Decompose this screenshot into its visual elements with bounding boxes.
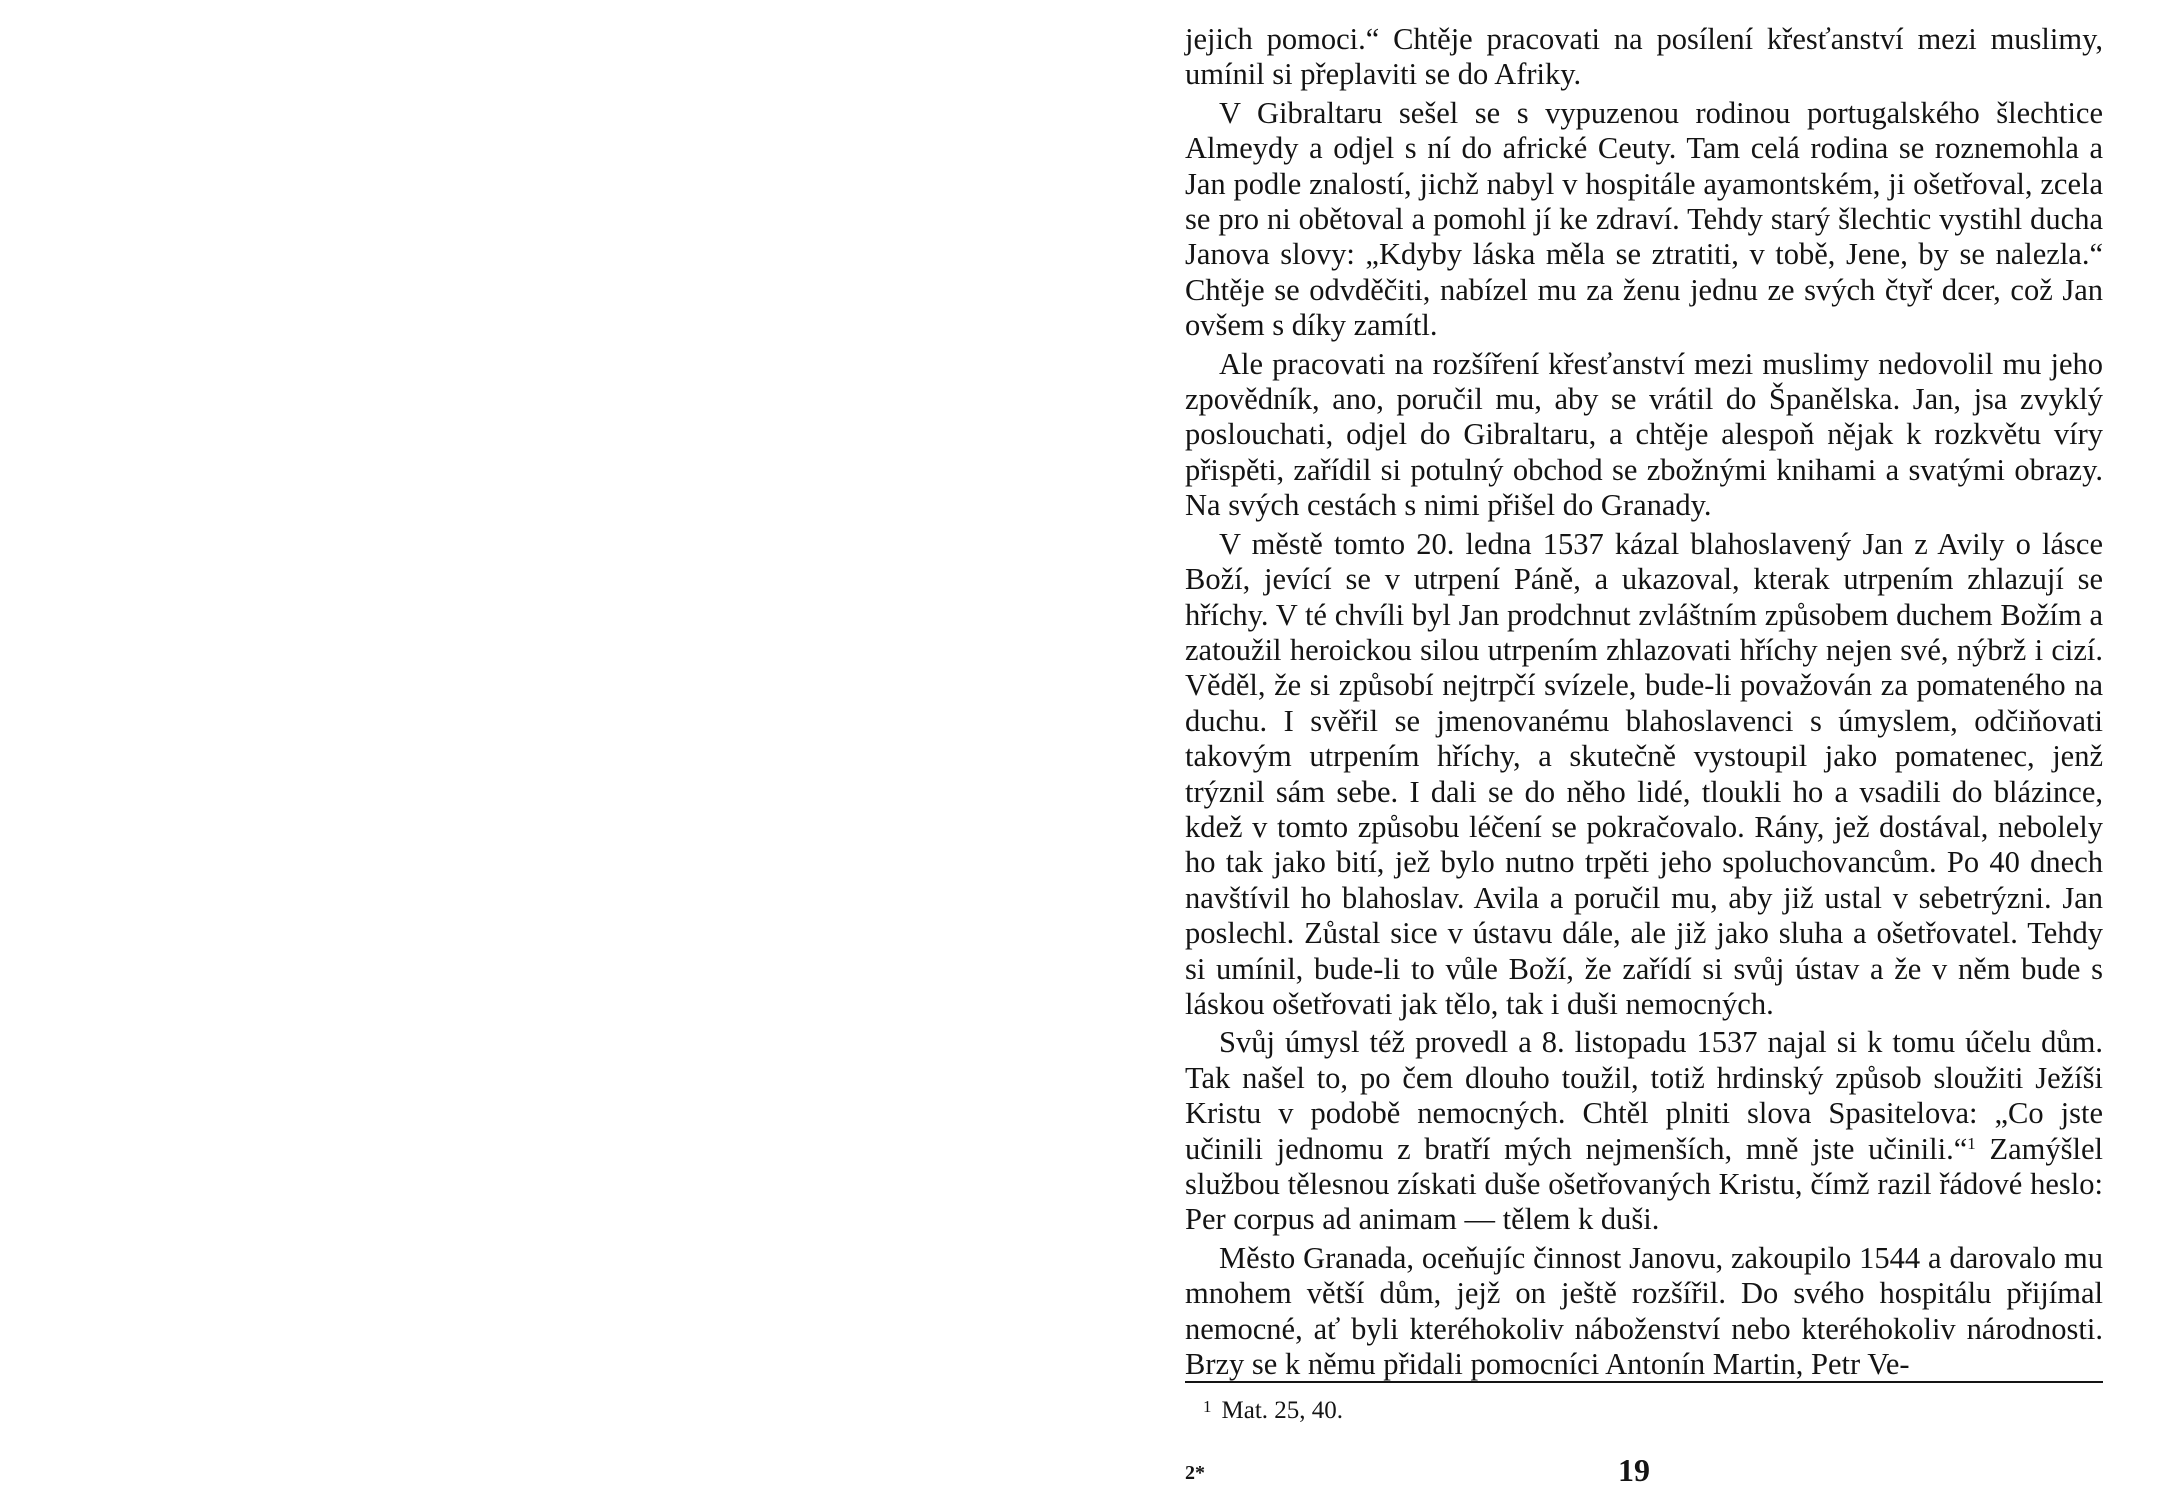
body-text — [1185, 22, 2103, 1382]
footnote — [1203, 1397, 1343, 1425]
paragraph: V městě tomto 20. ledna 1537 kázal blahoslavený Jan z Avily o lásce Boží, jevící se v utrpení Páně, a ukazoval, kterak utrpením zhlazují se hříchy. V té chvíli byl Jan prodchnut zvláštním způsobem duchem Božím a zatoužil heroickou silou utrpením zhlazovati hříchy nejen své, nýbrž i cizí. Věděl, že si způsobí nejtrpčí svízele, bude-li považován za pomateného na duchu. I svěřil se jmenovanému blahoslavenci s úmyslem, odčiňovati takovým utrpením hříchy, a skutečně vystoupil jako pomatenec, jenž trýznil sám sebe. I dali se do něho lidé, tloukli ho a vsadili do blázince, kdež v tomto způsobu léčení se pokračovalo. Rány, jež dostával, nebolely ho tak jako bití, jež bylo nutno trpěti jeho spoluchovancům. Po 40 dnech navštívil ho blahoslav. Avila a poručil mu, aby již ustal v sebetrýzni. Jan poslechl. Zůstal sice v ústavu dále, ale již jako sluha a ošetřovatel. Tehdy si umínil, bude-li to vůle Boží, že zařídí si svůj ústav a že v něm bude s láskou ošetřovati jak tělo, tak i duši nemocných. — [1185, 526, 2103, 1021]
paragraph: V Gibraltaru sešel se s vypuzenou rodinou portugalského šlechtice Almeydy a odjel s ní do africké Ceuty. Tam celá rodina se roznemohla a Jan podle znalostí, jichž nabyl v hospitále ayamontském, ji ošetřoval, zcela se pro ni obětoval a pomohl jí ke zdraví. Tehdy starý šlechtic vystihl ducha Janova slovy: „Kdyby láska měla se ztratiti, v tobě, Jene, by se nalezla.“ Chtěje se odvděčiti, nabízel mu za ženu jednu ze svých čtyř dcer, což Jan ovšem s díky zamítl. — [1185, 95, 2103, 343]
signature-mark: 2* — [1185, 1462, 1205, 1484]
paragraph-with-footnote — [1185, 1025, 2103, 1237]
footnote-number: 1 — [1203, 1397, 1212, 1416]
footnote-text: Mat. 25, 40. — [1221, 1397, 1344, 1424]
footnote-reference: 1 — [1967, 1133, 1976, 1153]
left-page-blank — [0, 0, 1088, 1500]
paragraph: Ale pracovati na rozšíření křesťanství mezi muslimy nedovolil mu jeho zpovědník, ano, poručil mu, aby se vrátil do Španělska. Jan, jsa zvyklý poslouchati, odjel do Gibraltaru, a chtěje alespoň nějak k rozkvětu víry přispěti, zařídil si potulný obchod se zbožnými knihami a svatými obrazy. Na svých cestách s nimi přišel do Granady. — [1185, 346, 2103, 523]
page-number: 19 — [1618, 1452, 1650, 1488]
paragraph-part: Svůj úmysl též provedl a 8. listopadu 1537 najal si k tomu účelu dům. Tak našel to, po čem dlouho toužil, totiž hrdinský způsob sloužiti Ježíši Kristu v podobě nemocných. Chtěl plniti slova Spasitelova: „Co jste učinili jednomu z bratří mých nejmenších, mně jste učinili.“ — [1185, 1025, 2103, 1166]
paragraph-part: Zamýšlel službou tělesnou získati duše ošetřovaných Kristu, čímž razil řádové heslo: Per corpus ad animam — tělem k duši. — [1185, 1131, 2104, 1237]
paragraph-continuation: jejich pomoci.“ Chtěje pracovati na posílení křesťanství mezi muslimy, umínil si přeplaviti se do Afriky. — [1185, 22, 2103, 92]
footnote-divider — [1185, 1381, 2103, 1383]
paragraph: Město Granada, oceňujíc činnost Janovu, zakoupilo 1544 a darovalo mu mnohem větší dům, jejž on ještě rozšířil. Do svého hospitálu přijímal nemocné, ať byli kteréhokoliv náboženství nebo kteréhokoliv národnosti. Brzy se k němu přidali pomocníci Antonín Martin, Petr Ve- — [1185, 1240, 2103, 1382]
